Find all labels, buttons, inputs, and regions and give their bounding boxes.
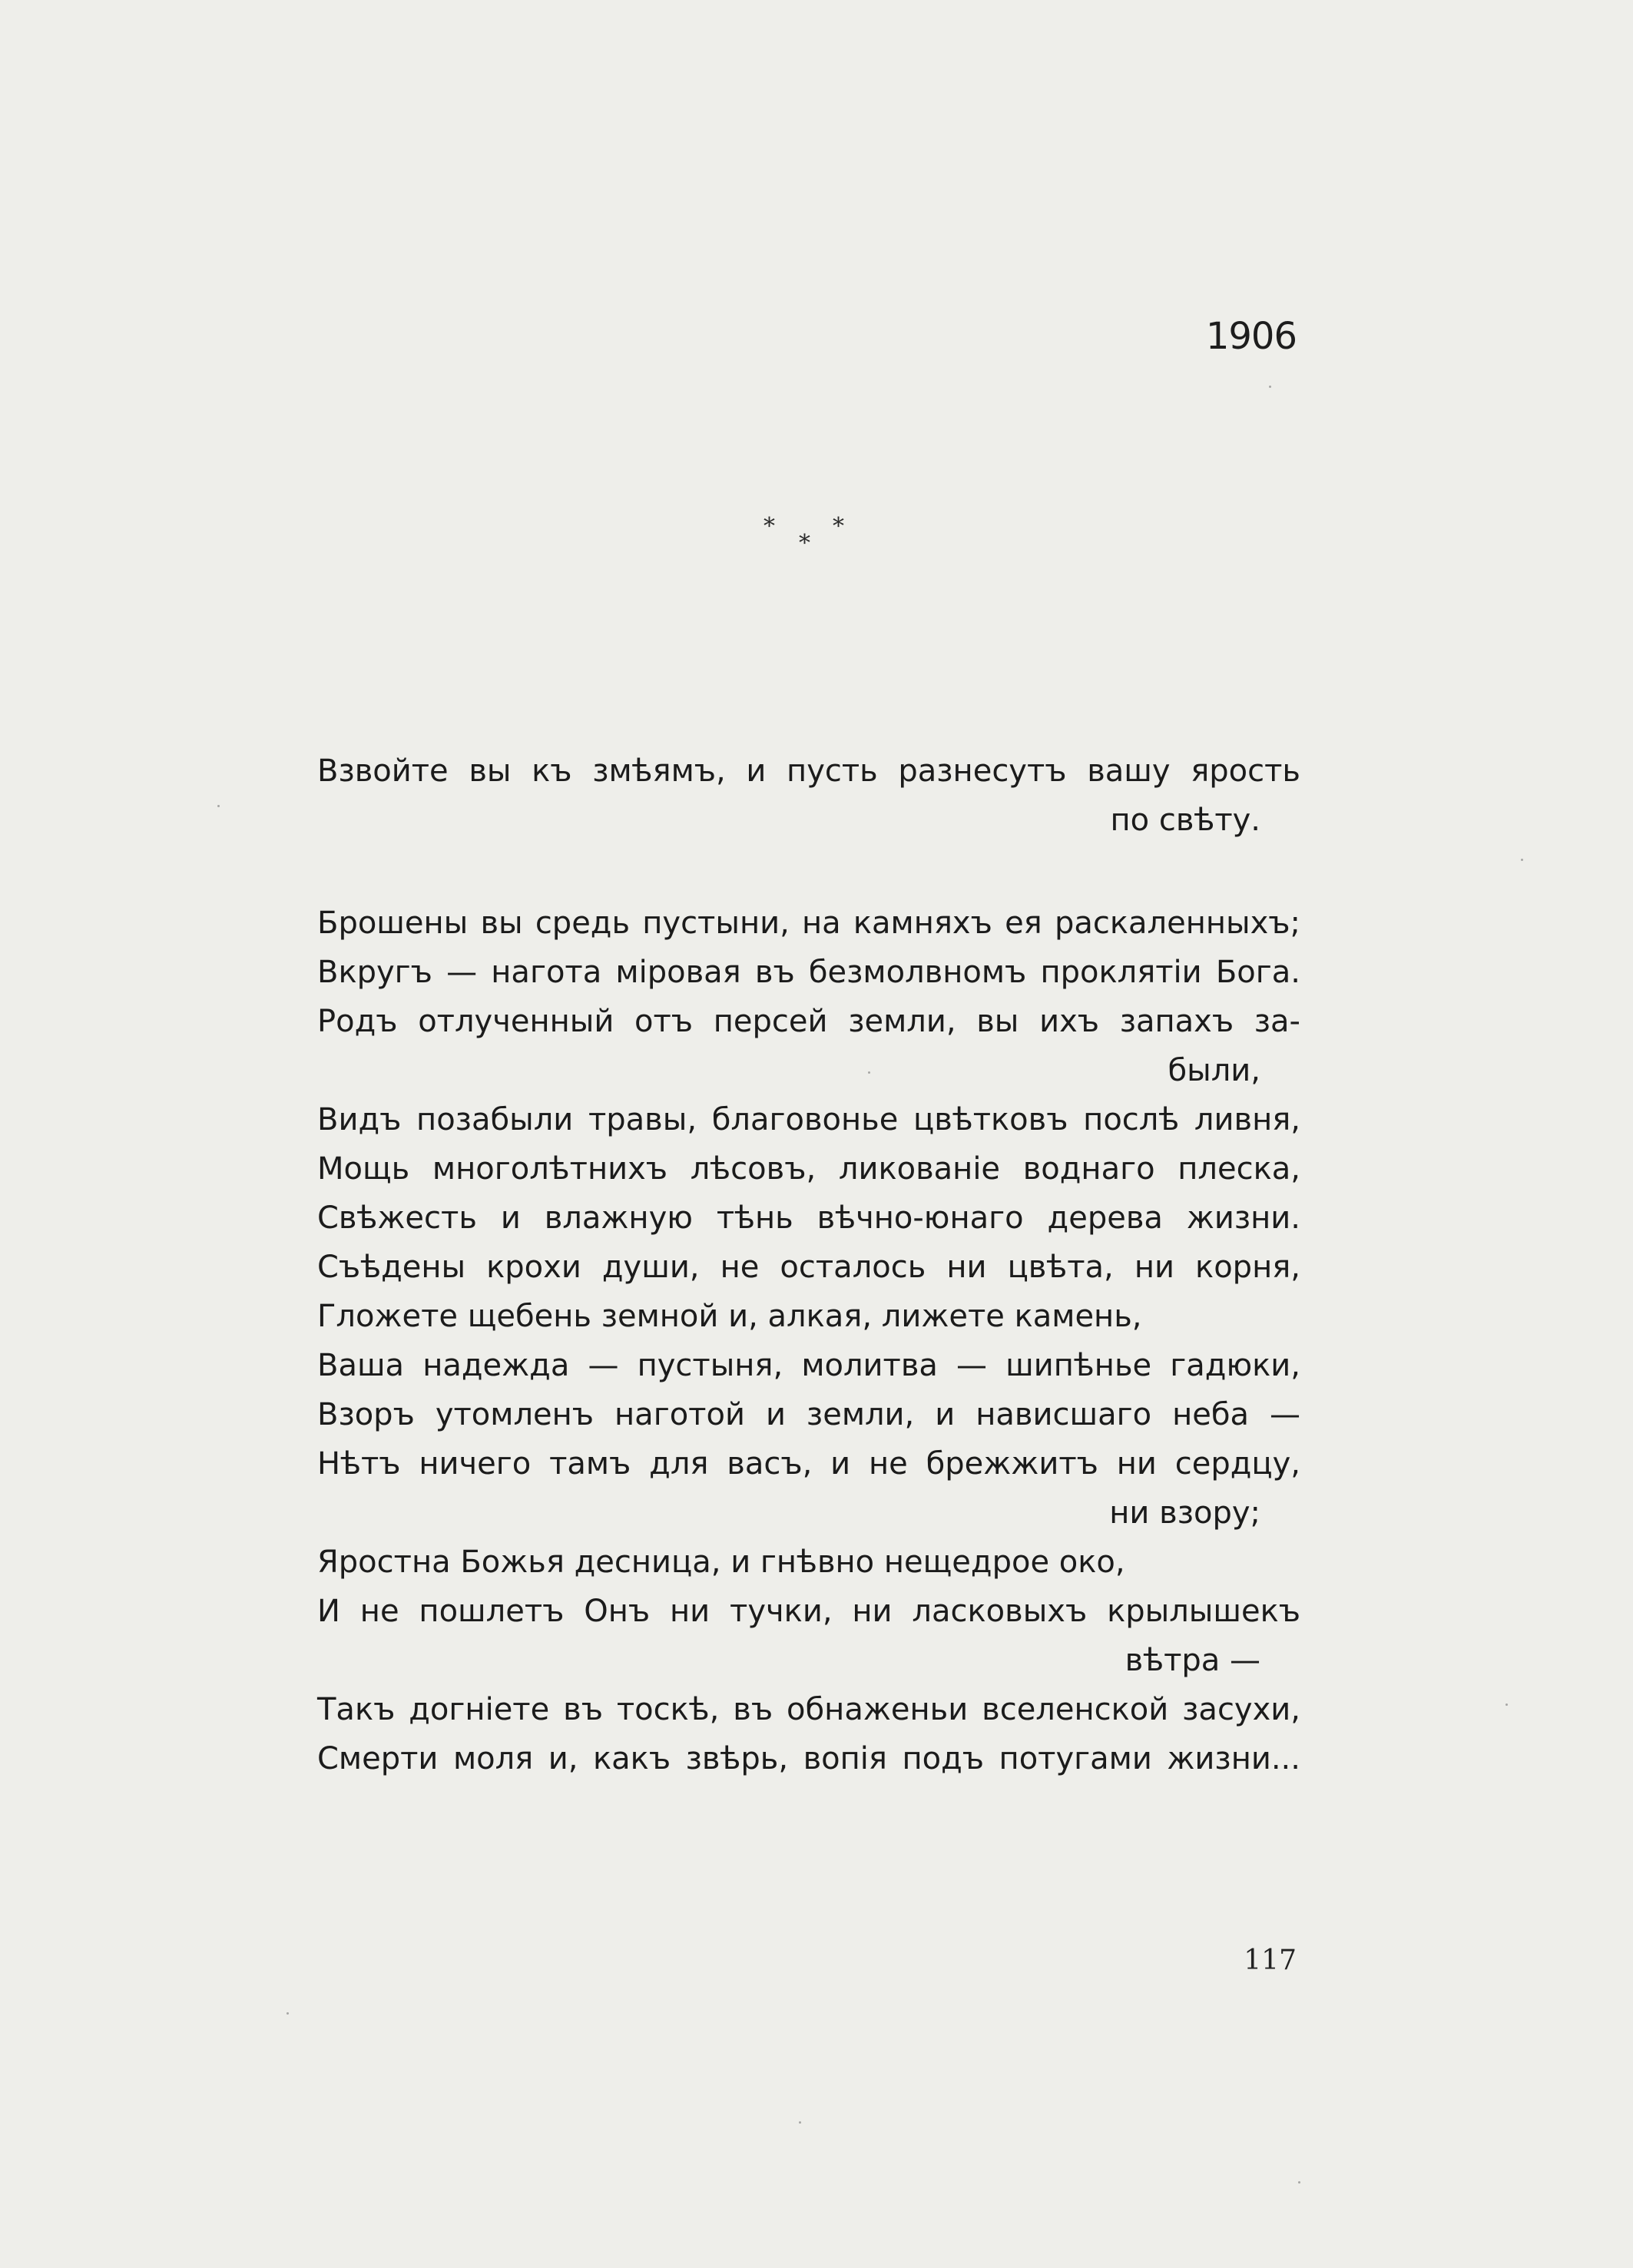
poem-line: Такъ догніете въ тоскѣ, въ обнаженьи вселенской засухи, bbox=[317, 1692, 1300, 1727]
poem-line: Съѣдены крохи души, не осталось ни цвѣта, ни корня, bbox=[317, 1250, 1300, 1285]
poem-line: Видъ позабыли травы, благовонье цвѣтковъ послѣ ливня, bbox=[317, 1102, 1300, 1137]
paper-speck bbox=[868, 1071, 870, 1074]
poem-line: Вкругъ — нагота міровая въ безмолвномъ проклятіи Бога. bbox=[317, 955, 1300, 990]
paper-speck bbox=[799, 2121, 801, 2124]
year-heading: 1906 bbox=[1205, 315, 1297, 358]
paper-speck bbox=[1505, 1703, 1508, 1706]
poem-line: Смерти моля и, какъ звѣрь, вопія подъ потугами жизни... bbox=[317, 1741, 1300, 1776]
paper-speck bbox=[1298, 2181, 1300, 2184]
asterism-divider bbox=[764, 513, 848, 559]
paper-speck bbox=[287, 2012, 289, 2015]
stanza-gap bbox=[317, 845, 1300, 899]
asterisk: * bbox=[799, 530, 810, 557]
poem-line: Свѣжесть и влажную тѣнь вѣчно-юнаго дерева жизни. bbox=[317, 1200, 1300, 1236]
poem-line: Ваша надежда — пустыня, молитва — шипѣнье гадюки, bbox=[317, 1348, 1300, 1383]
poem-line: Взвойте вы къ змѣямъ, и пусть разнесутъ вашу ярость bbox=[317, 753, 1300, 789]
poem-line: Родъ отлученный отъ персей земли, вы ихъ запахъ за- bbox=[317, 1004, 1300, 1039]
poem-line: И не пошлетъ Онъ ни тучки, ни ласковыхъ крылышекъ bbox=[317, 1594, 1300, 1629]
poem-line: Мощь многолѣтнихъ лѣсовъ, ликованіе воднаго плеска, bbox=[317, 1151, 1300, 1187]
paper-speck bbox=[1521, 859, 1523, 861]
poem-body bbox=[317, 747, 1300, 1783]
asterisk: * bbox=[764, 513, 775, 540]
poem-line: Брошены вы средь пустыни, на камняхъ ея раскаленныхъ; bbox=[317, 906, 1300, 941]
poem-line-continuation: вѣтра — bbox=[1125, 1643, 1260, 1678]
paper-speck bbox=[1269, 386, 1271, 388]
poem-line: Гложете щебень земной и, алкая, лижете камень, bbox=[317, 1299, 1142, 1334]
poem-line: Яростна Божья десница, и гнѣвно нещедрое око, bbox=[317, 1545, 1125, 1580]
page-number: 117 bbox=[1244, 1945, 1297, 1976]
poem-line-continuation: ни взору; bbox=[1109, 1495, 1260, 1531]
asterisk: * bbox=[833, 513, 844, 540]
poem-line: Взоръ утомленъ наготой и земли, и нависшаго неба — bbox=[317, 1397, 1300, 1432]
poem-line-continuation: по свѣту. bbox=[1110, 803, 1260, 838]
poem-line: Нѣтъ ничего тамъ для васъ, и не брежжитъ ни сердцу, bbox=[317, 1446, 1300, 1482]
paper-speck bbox=[217, 805, 220, 807]
poem-line-continuation: были, bbox=[1168, 1053, 1260, 1088]
